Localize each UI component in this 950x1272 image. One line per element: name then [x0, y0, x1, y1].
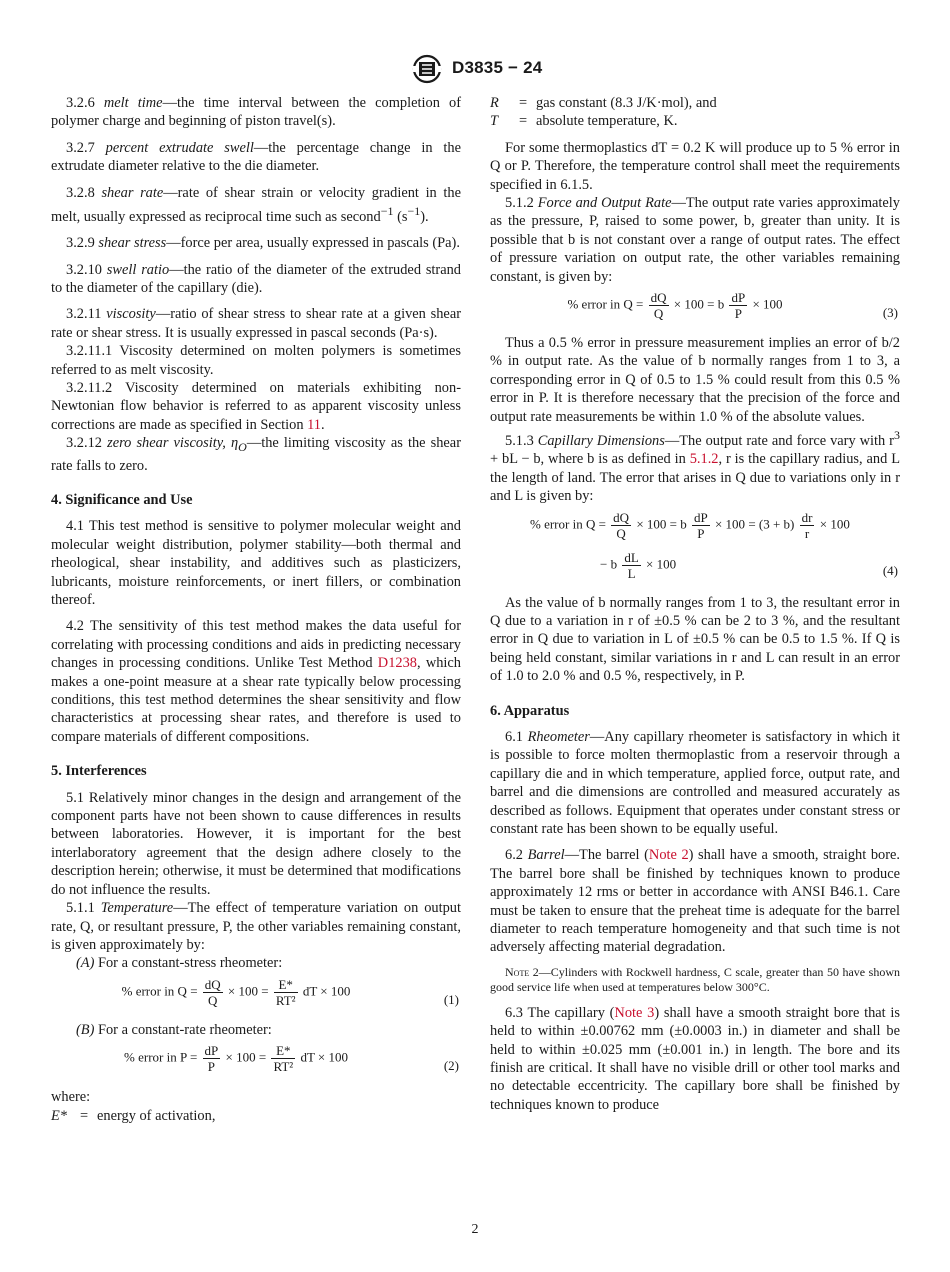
para-6-3: 6.3 The capillary (Note 3) shall have a smooth straight bore that is held to within ±0.00762 mm (±0.0003 in.) in diameter and shall be held to within ±0.025 mm (±0.001 in.) in length. The bore and its finish are critical. It shall have no visible drill or other tool marks and no detectable eccentricity. The capillary bore shall be finished by techniques known to produce: [490, 1004, 900, 1113]
para-6-1: 6.1 Rheometer—Any capillary rheometer is satisfactory in which it is possible to force molten thermoplastic from a reservoir through a capillary die and in which temperature, applied force, output rate, and barrel and die dimensions are controlled and measured accurately as described as follows. Equipment that operates under constant stress or constant rate has been shown to be equally useful.: [490, 728, 900, 837]
note-2: Note 2—Cylinders with Rockwell hardness, C scale, greater than 50 have shown good service life when used at temperatures below 300°C.: [490, 964, 900, 995]
para-5-1: 5.1 Relatively minor changes in the design and arrangement of the component parts have not been shown to cause differences in results between laboratories. However, it is important for the best interlaboratory agreement that the design adhere closely to the description herein; otherwise, it must be determined that modifications do not influence the results.: [51, 789, 461, 898]
section-5-heading: 5. Interferences: [51, 763, 147, 780]
section-4-heading: 4. Significance and Use: [51, 491, 193, 508]
para-value-of-b: As the value of b normally ranges from 1 to 3, the resultant error in Q due to a variation in r of ±0.5 % can be 2 to 3 %, and the resultant error in Q due to variation in L of ±0.5 % can be 0.5 to 1.5 %. If Q is being held constant, similar variations in r and L can result in an error of 1.0 to 2.0 % and 0.5 %, respectively, in P.: [490, 594, 900, 685]
para-3-2-9: 3.2.9 shear stress—force per area, usually expressed in pascals (Pa).: [66, 235, 460, 252]
equation-4: % error in Q = $\frac{dQ}{Q}$ × 100 = b $\frac{dP}{P}$ × 100 = (3 + b) $\frac{dr}{r}$ × 100 − b $\frac{dL}{L}$ × 100 (4): [530, 509, 898, 581]
para-3-2-8: 3.2.8 shear rate—rate of shear strain or velocity gradient in the melt, usually expressed as reciprocal time such as second$^{-1}$ $(s^{-1})$.: [51, 184, 461, 225]
para-3-2-11-1: 3.2.11.1 Viscosity determined on molten polymers is sometimes referred to as melt viscosity.: [51, 343, 461, 378]
section-11-link[interactable]: 11: [307, 416, 321, 433]
para-5-1-2: 5.1.2 Force and Output Rate—The output rate varies approximately as the pressure, P, raised to some power, b, greater than unity. It is possible that b is not constant over a range of output rates. The effect of pressure variation on output rate, the other variables remaining constant, is given by:: [490, 195, 900, 285]
para-3-2-11-2: 3.2.11.2 Viscosity determined on materials exhibiting non-Newtonian flow behavior is referred to as apparent viscosity unless corrections are made as specified in Section 11.: [51, 380, 461, 433]
d1238-link[interactable]: D1238: [377, 655, 417, 672]
para-thus: Thus a 0.5 % error in pressure measurement implies an error of b/2 % in output rate. As the value of b normally ranges from 1 to 3, a corresponding error in Q of 0.5 to 1.5 % could result from this 0.5 % error in P. It is therefore necessary that the precision of the force and output rate measurements be within 1.0 % of the absolute values.: [490, 335, 900, 425]
left-column: [51, 94, 461, 1125]
right-column: [490, 94, 900, 1114]
item-b: (B) For a constant-rate rheometer:: [76, 1021, 272, 1038]
document-id: D3835 − 24: [452, 58, 543, 77]
definitions-r-t: R = gas constant (8.3 J/K·mol), and T = absolute temperature, K.: [490, 95, 717, 130]
page-number: 2: [471, 1222, 479, 1237]
equation-2: % error in P = $\frac{dP}{P}$ × 100 = $\frac{E*}{\text{RT²}}$ dT × 100 (2): [124, 1043, 459, 1075]
para-4-1: 4.1 This test method is sensitive to polymer molecular weight and molecular weight distribution, polymer stability—both thermal and rheological, shear instability, and additives such as plasticizers, lubricants, moisture reinforcements, or inert fillers, or combination thereof.: [51, 518, 461, 609]
para-5-1-3: 5.1.3 Capillary Dimensions—The output rate and force vary with $r^3$ + bL − b, where b is as defined in 5.1.2, r is the capillary radius, and L the length of land. The error that arises in Q due to variations only in r and L is given by:: [490, 428, 900, 505]
para-5-1-1: 5.1.1 Temperature—The effect of temperature variation on output rate, Q, or resultant pressure, P, the other variables remaining constant, is given approximately by:: [51, 900, 461, 953]
para-3-2-10: 3.2.10 swell ratio—the ratio of the diameter of the extruded strand to the diameter of the capillary (die).: [51, 261, 461, 297]
para-3-2-6: 3.2.6 melt time—the time interval between the completion of polymer charge and beginning of piston travel(s).: [51, 95, 462, 130]
note-3-link[interactable]: Note 3: [614, 1004, 655, 1021]
note-2-link[interactable]: Note 2: [648, 847, 689, 864]
para-6-2: 6.2 Barrel—The barrel (Note 2) shall have a smooth, straight bore. The barrel bore shall be finished by techniques known to produce approximately 12 rms or better in accordance with ANSI B46.1. Care must be taken to ensure that the preheat time is adequate for the barrel diameter to reach temperature homogeneity and that such time is not adversely affecting material degradation.: [490, 847, 900, 956]
para-3-2-7: 3.2.7 percent extrudate swell—the percentage change in the extrudate diameter relative to the die diameter.: [51, 139, 461, 175]
definition-e-star: E* = energy of activation,: [51, 1107, 216, 1124]
where-label: where:: [51, 1089, 91, 1106]
section-5-1-2-link[interactable]: 5.1.2: [689, 451, 719, 468]
page-header: [0, 56, 950, 82]
para-thermoplastics: For some thermoplastics dT = 0.2 K will produce up to 5 % error in Q or P. Therefore, the temperature control shall meet the requirements specified in 6.1.5.: [490, 139, 900, 193]
astm-logo-icon: [410, 54, 444, 84]
para-3-2-11: 3.2.11 viscosity—ratio of shear stress to shear rate at a given shear rate or shear stress. It is usually expressed in pascal seconds (Pa·s).: [51, 306, 461, 341]
equation-1: % error in Q = $\frac{dQ}{Q}$ × 100 = $\frac{E*}{\text{RT²}}$ dT × 100 (1): [121, 976, 459, 1008]
equation-3: % error in Q = $\frac{dQ}{Q}$ × 100 = b $\frac{dP}{P}$ × 100 (3): [567, 290, 898, 322]
section-6-heading: 6. Apparatus: [490, 702, 570, 719]
para-3-2-12: 3.2.12 zero shear viscosity, $\eta_O—the$ limiting viscosity as the shear rate falls to zero.: [51, 435, 461, 474]
item-a: (A) For a constant-stress rheometer:: [76, 955, 283, 972]
para-4-2: 4.2 The sensitivity of this test method makes the data useful for correlating with processing conditions and aids in predicting necessary changes in processing conditions. Unlike Test Method D1238, which makes a one-point measure at a shear rate typically below processing conditions, this test method determines the shear sensitivity and flow characteristics at processing shear rates, and therefore is used to compare materials of different compositions.: [51, 618, 461, 745]
